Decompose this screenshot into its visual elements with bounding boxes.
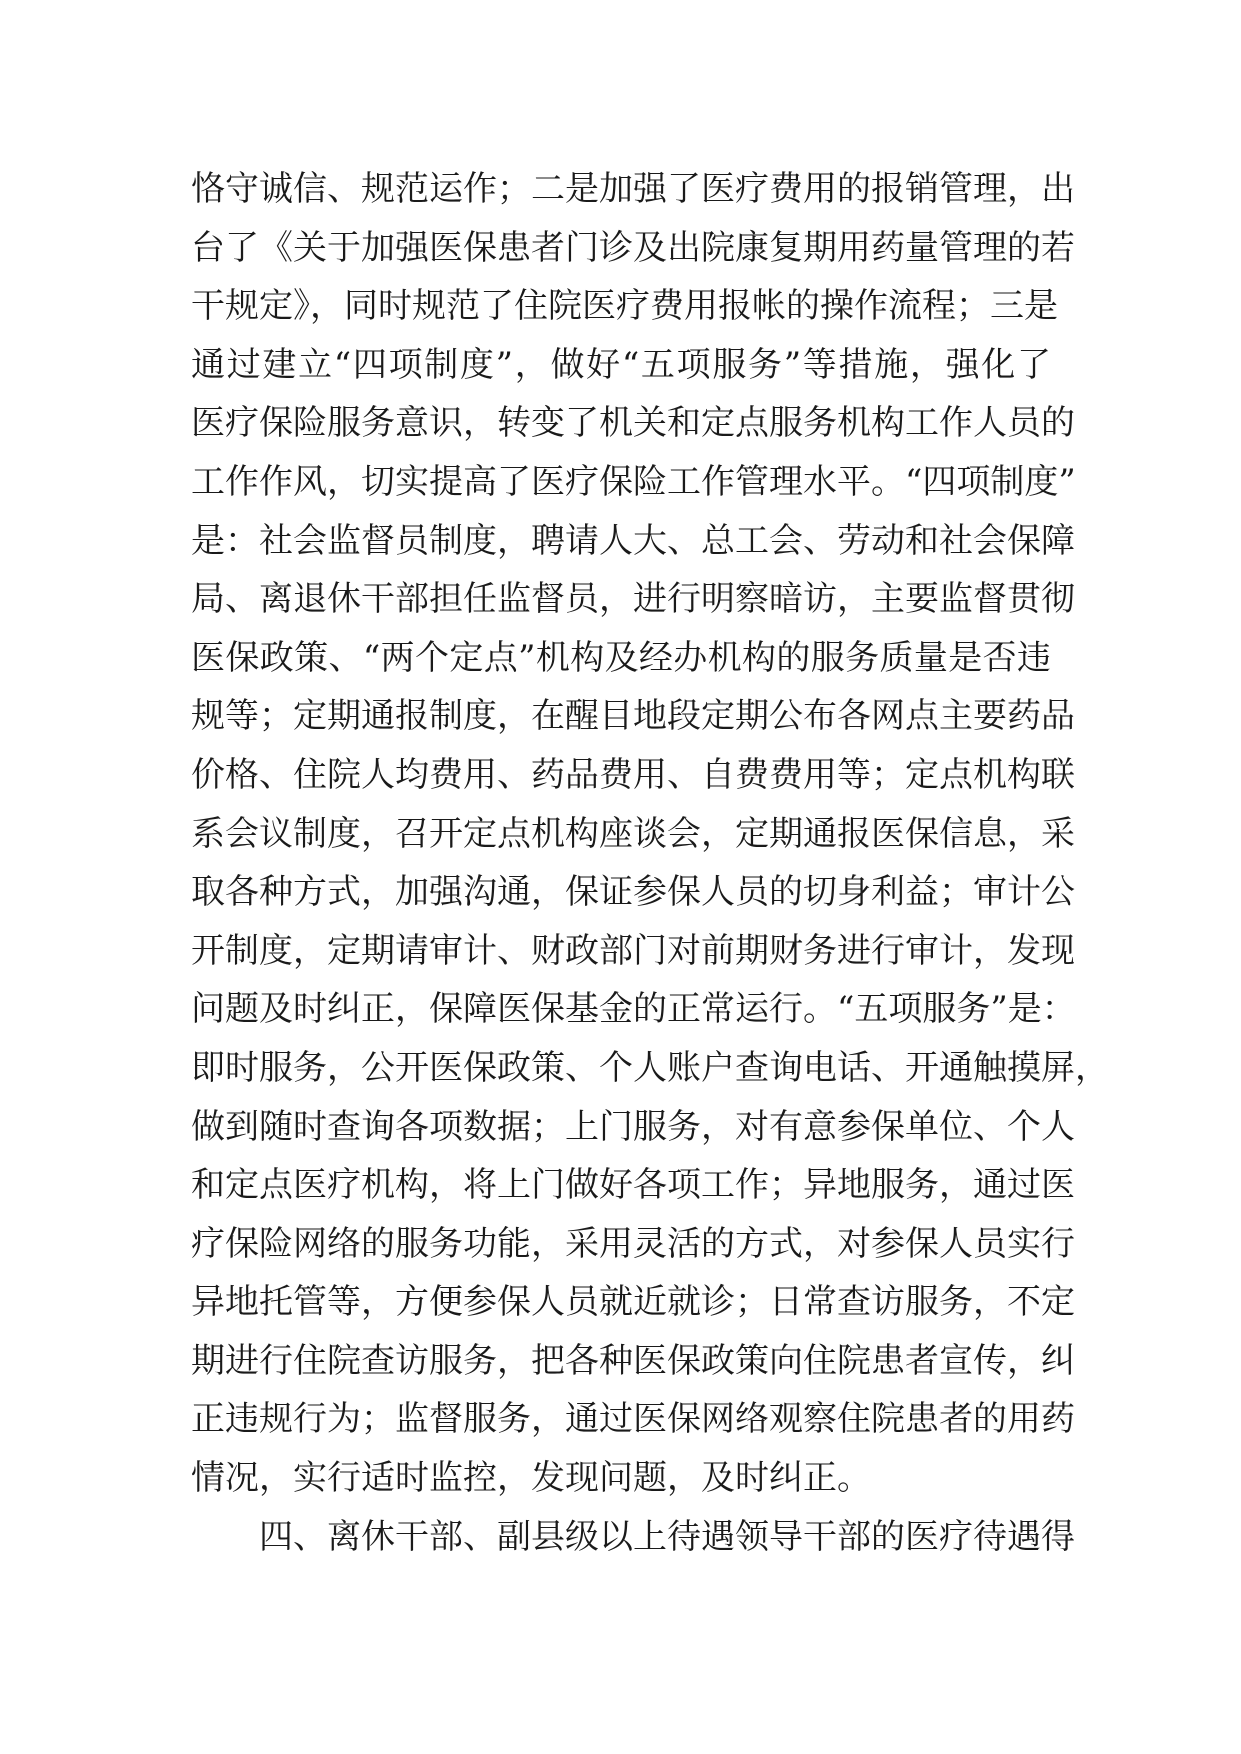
text-line: 问题及时纠正，保障医保基金的正常运行。“五项服务”是： xyxy=(191,989,1076,1030)
text-line: 取各种方式，加强沟通，保证参保人员的切身利益；审计公 xyxy=(191,872,1075,913)
text-line: 即时服务，公开医保政策、个人账户查询电话、开通触摸屏， xyxy=(191,1047,1109,1088)
text-line: 局、离退休干部担任监督员，进行明察暗访，主要监督贯彻 xyxy=(191,579,1075,620)
text-line: 系会议制度，召开定点机构座谈会，定期通报医保信息，采 xyxy=(191,813,1075,854)
text-line: 是：社会监督员制度，聘请人大、总工会、劳动和社会保障 xyxy=(191,520,1075,561)
text-line: 期进行住院查访服务，把各种医保政策向住院患者宣传，纠 xyxy=(191,1340,1075,1381)
text-line: 干规定》，同时规范了住院医疗费用报帐的操作流程；三是 xyxy=(191,286,1058,327)
text-line: 做到随时查询各项数据；上门服务，对有意参保单位、个人 xyxy=(191,1106,1075,1147)
text-line: 通过建立“四项制度”，做好“五项服务”等措施，强化了 xyxy=(191,344,1051,385)
body-text xyxy=(191,160,1109,1566)
text-line: 开制度，定期请审计、财政部门对前期财务进行审计，发现 xyxy=(191,930,1075,971)
text-line: 和定点医疗机构，将上门做好各项工作；异地服务，通过医 xyxy=(191,1165,1075,1206)
text-line: 正违规行为；监督服务，通过医保网络观察住院患者的用药 xyxy=(191,1399,1075,1440)
text-line: 医保政策、“两个定点”机构及经办机构的服务质量是否违 xyxy=(191,637,1051,678)
text-line: 疗保险网络的服务功能，采用灵活的方式，对参保人员实行 xyxy=(191,1223,1075,1264)
text-line: 恪守诚信、规范运作；二是加强了医疗费用的报销管理，出 xyxy=(191,169,1075,209)
text-line: 工作作风，切实提高了医疗保险工作管理水平。“四项制度” xyxy=(191,461,1076,502)
text-line: 价格、住院人均费用、药品费用、自费费用等；定点机构联 xyxy=(191,754,1075,795)
text-line: 台了《关于加强医保患者门诊及出院康复期用药量管理的若 xyxy=(191,227,1075,268)
text-line: 异地托管等，方便参保人员就近就诊；日常查访服务，不定 xyxy=(191,1282,1075,1323)
text-line: 规等；定期通报制度，在醒目地段定期公布各网点主要药品 xyxy=(191,696,1075,737)
text-line: 医疗保险服务意识，转变了机关和定点服务机构工作人员的 xyxy=(191,403,1075,444)
section-heading-line: 四、离休干部、副县级以上待遇领导干部的医疗待遇得 xyxy=(259,1516,1075,1557)
paragraph-end-line: 情况，实行适时监控，发现问题，及时纠正。 xyxy=(191,1458,871,1499)
